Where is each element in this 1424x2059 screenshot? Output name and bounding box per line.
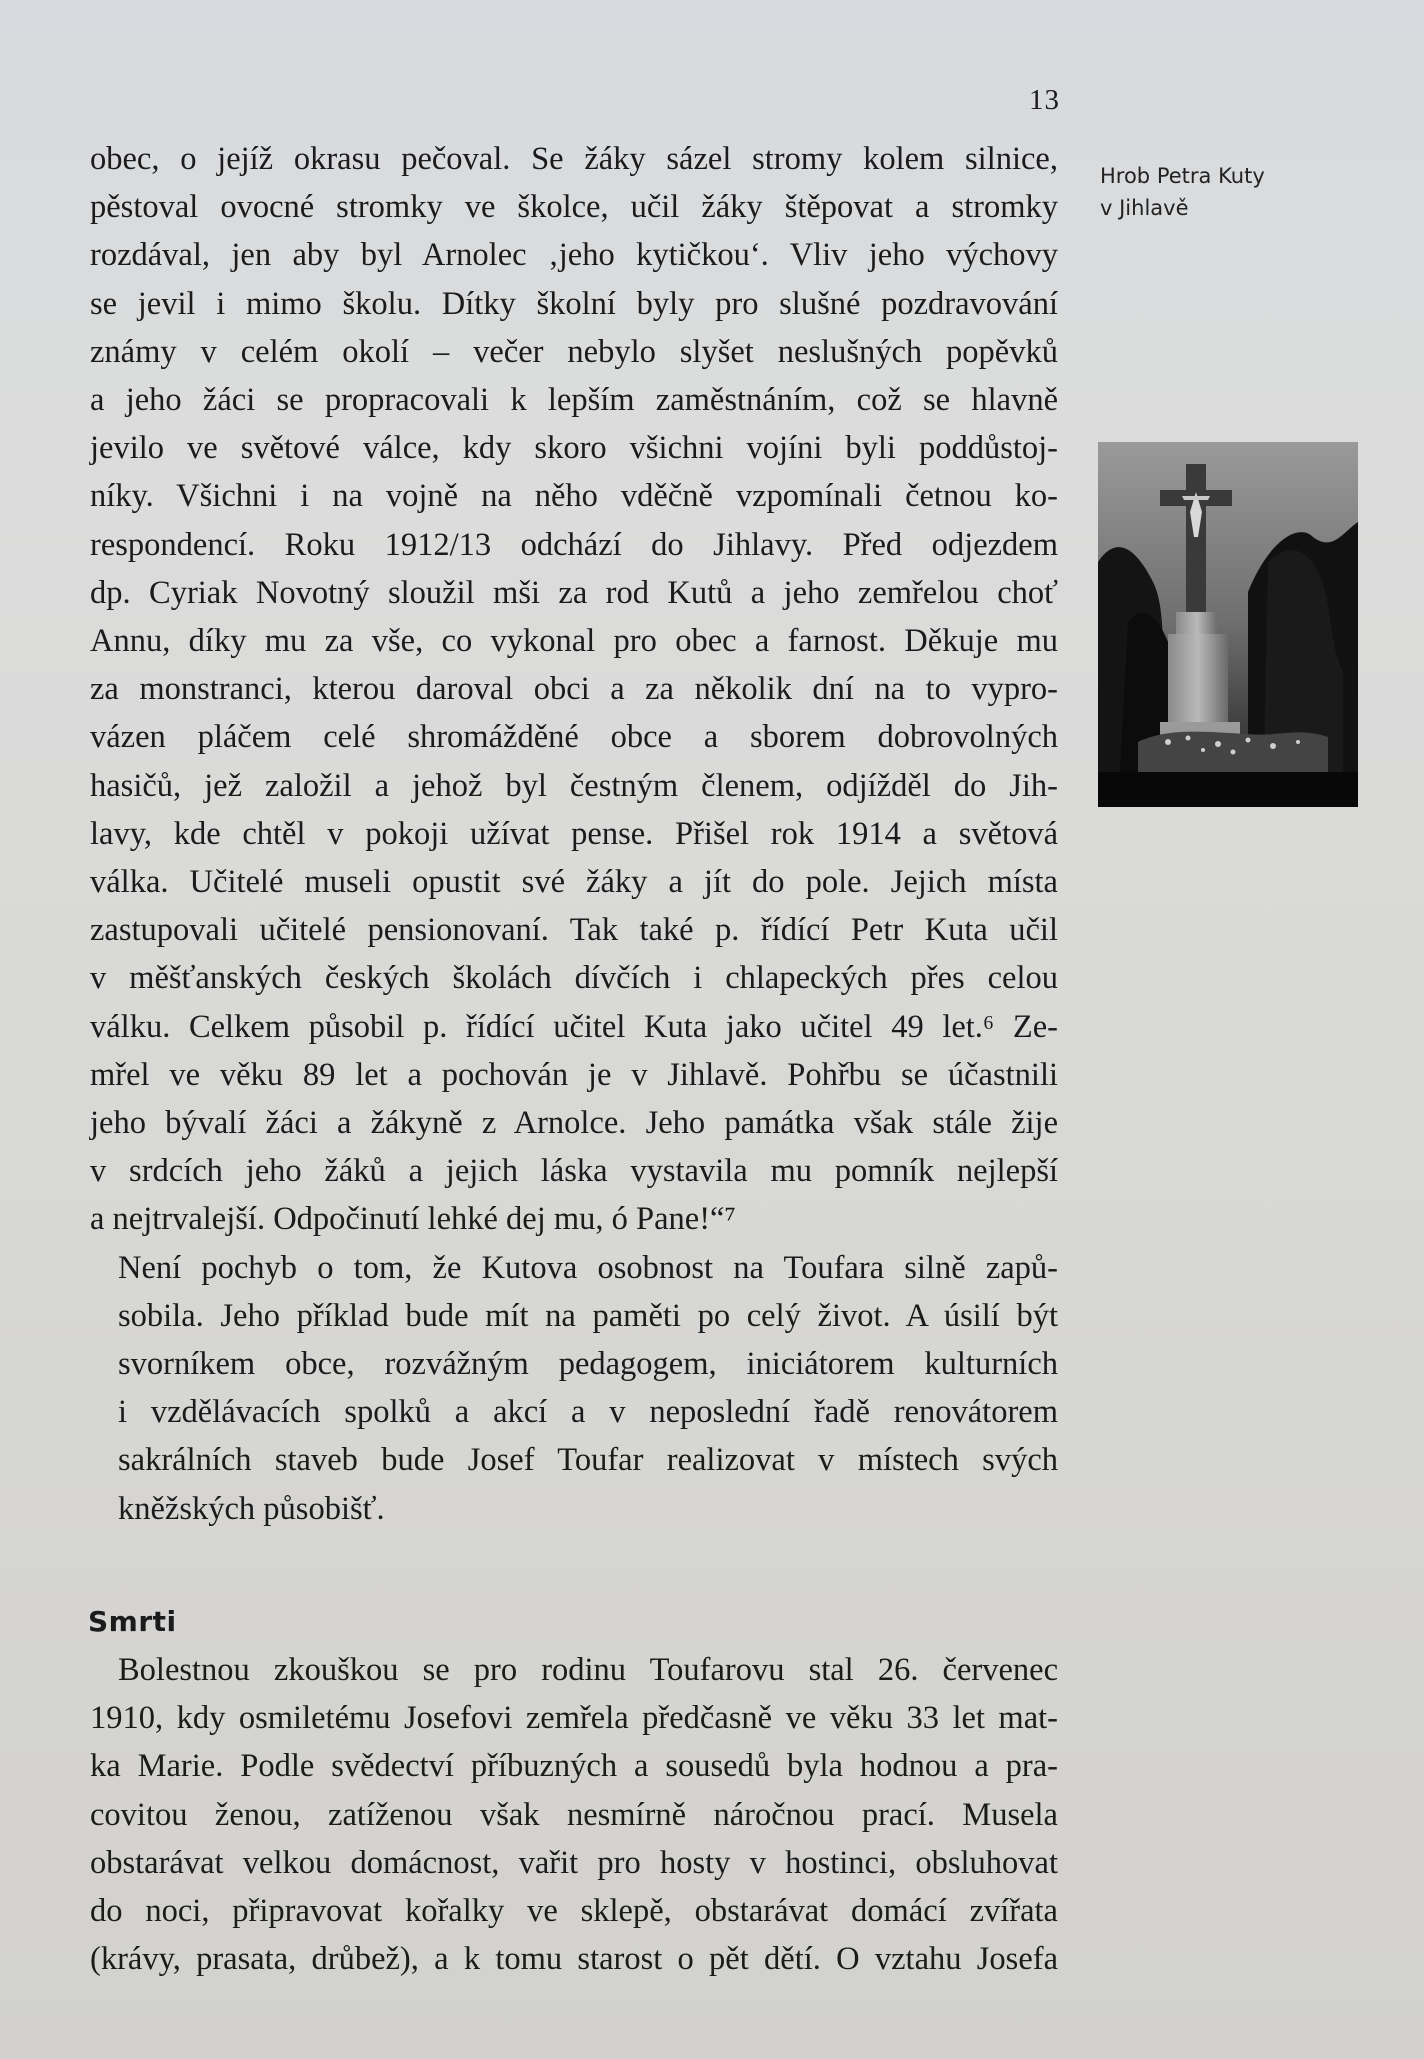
text-line: a jeho žáci se propracovali k lepším zaměstnáním, což se hlavně	[90, 382, 1058, 419]
text-line: i vzdělávacích spolků a akcí a v neposlední řadě renovátorem	[118, 1394, 1058, 1431]
paragraph	[90, 135, 1058, 1244]
text-line: známy v celém okolí – večer nebylo slyšet neslušných popěvků	[90, 333, 1058, 370]
text-line: 1910, kdy osmiletému Josefovi zemřela předčasně ve věku 33 let mat-	[90, 1700, 1058, 1737]
text-line: a nejtrvalejší. Odpočinutí lehké dej mu, ó Pane!“⁷	[90, 1201, 736, 1238]
text-line: válka. Učitelé museli opustit své žáky a jít do pole. Jejich místa	[90, 864, 1058, 901]
text-line: lavy, kde chtěl v pokoji užívat pense. Přišel rok 1914 a světová	[90, 815, 1058, 852]
text-line: hasičů, jež založil a jehož byl čestným členem, odjížděl do Jih-	[90, 767, 1058, 804]
text-line: jevilo ve světové válce, kdy skoro všichni vojíni byli poddůstoj-	[90, 430, 1058, 467]
text-line: svorníkem obce, rozvážným pedagogem, iniciátorem kulturních	[118, 1346, 1058, 1383]
text-line: jeho bývalí žáci a žákyně z Arnolce. Jeho památka však stále žije	[90, 1105, 1058, 1142]
text-line: do noci, připravovat kořalky ve sklepě, obstarávat domácí zvířata	[90, 1892, 1058, 1929]
paragraph	[90, 1646, 1058, 1983]
text-line: pěstoval ovocné stromky ve školce, učil žáky štěpovat a stromky	[90, 189, 1058, 226]
text-line: vázen pláčem celé shromážděné obce a sborem dobrovolných	[90, 719, 1058, 756]
text-line: v měšťanských českých školách dívčích i chlapeckých přes celou	[90, 960, 1058, 997]
text-line: Není pochyb o tom, že Kutova osobnost na Toufara silně zapů-	[118, 1249, 1058, 1286]
photo-caption	[1100, 160, 1360, 224]
text-line: v srdcích jeho žáků a jejich láska vystavila mu pomník nejlepší	[90, 1153, 1058, 1190]
text-line: respondencí. Roku 1912/13 odchází do Jihlavy. Před odjezdem	[90, 526, 1058, 563]
section-heading: Smrti	[88, 1604, 177, 1638]
text-line: Annu, díky mu za vše, co vykonal pro obec a farnost. Děkuje mu	[90, 623, 1058, 660]
text-line: kněžských působišť.	[118, 1490, 385, 1527]
text-line: sobila. Jeho příklad bude mít na paměti po celý život. A úsilí být	[118, 1297, 1058, 1334]
text-line: ka Marie. Podle svědectví příbuzných a sousedů byla hodnou a pra-	[90, 1748, 1058, 1785]
text-line: sakrálních staveb bude Josef Toufar realizovat v místech svých	[118, 1442, 1058, 1479]
text-line: dp. Cyriak Novotný sloužil mši za rod Kutů a jeho zemřelou choť	[90, 574, 1058, 611]
text-line: (krávy, prasata, drůbež), a k tomu starost o pět dětí. O vztahu Josefa	[90, 1941, 1058, 1978]
text-line: obstarávat velkou domácnost, vařit pro hosty v hostinci, obsluhovat	[90, 1844, 1058, 1881]
grave-photo	[1098, 442, 1358, 807]
text-line: níky. Všichni i na vojně na něho vděčně vzpomínali četnou ko-	[90, 478, 1058, 515]
text-line: obec, o jejíž okrasu pečoval. Se žáky sázel stromy kolem silnice,	[90, 141, 1058, 177]
grave-photo-image	[1098, 442, 1358, 807]
text-line: válku. Celkem působil p. řídící učitel Kuta jako učitel 49 let.⁶ Ze-	[90, 1008, 1058, 1045]
photo-caption-line: Hrob Petra Kuty	[1100, 164, 1265, 188]
photo-caption-line: v Jihlavě	[1100, 196, 1189, 220]
text-line: Bolestnou zkouškou se pro rodinu Toufarovu stal 26. červenec	[118, 1651, 1058, 1688]
body-text	[90, 135, 1058, 1983]
text-line: rozdával, jen aby byl Arnolec ‚jeho kytičkou‘. Vliv jeho výchovy	[90, 237, 1058, 274]
text-line: mřel ve věku 89 let a pochován je v Jihlavě. Pohřbu se účastnili	[90, 1056, 1058, 1093]
text-line: se jevil i mimo školu. Dítky školní byly pro slušné pozdravování	[90, 285, 1058, 322]
text-line: covitou ženou, zatíženou však nesmírně náročnou prací. Musela	[90, 1796, 1058, 1833]
text-line: za monstranci, kterou daroval obci a za několik dní na to vypro-	[90, 671, 1058, 708]
paragraph	[90, 1244, 1058, 1533]
text-line: zastupovali učitelé pensionovaní. Tak také p. řídící Petr Kuta učil	[90, 912, 1058, 949]
page-number: 13	[1029, 84, 1060, 116]
